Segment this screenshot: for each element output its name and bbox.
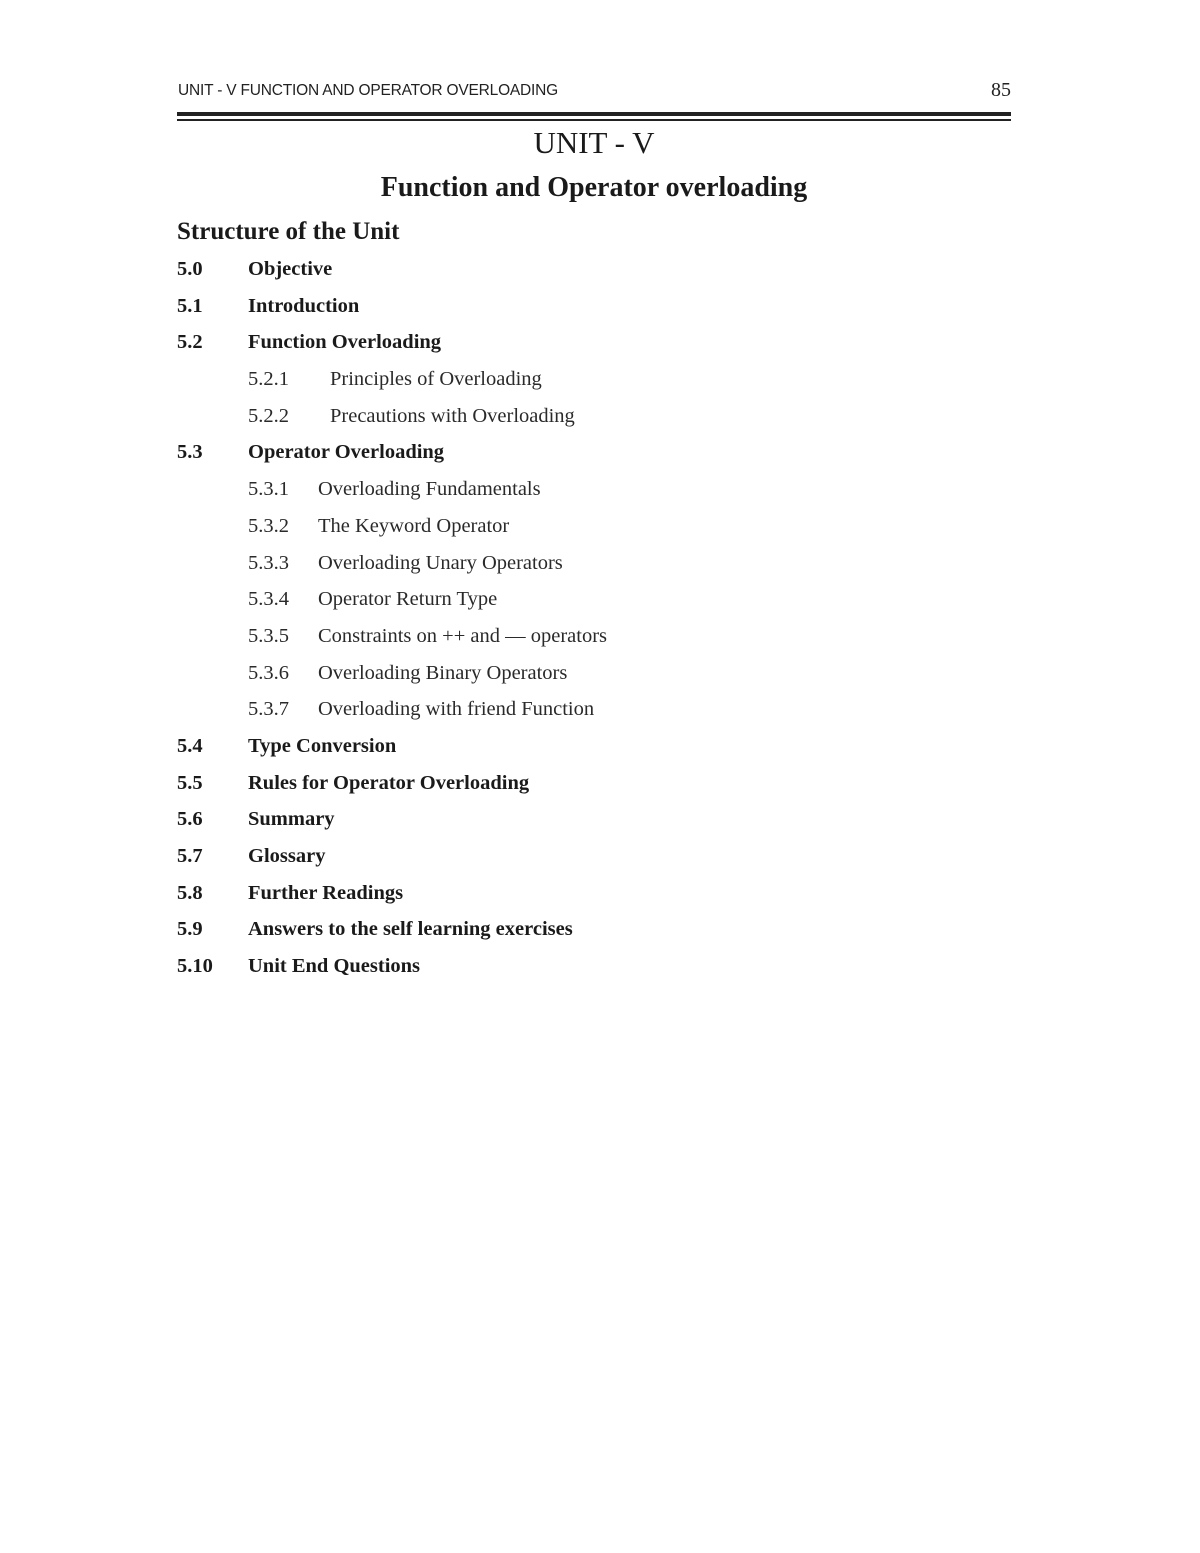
- toc-item-5-3-7: [177, 696, 1011, 733]
- toc-label: Further Readings: [248, 881, 404, 904]
- toc-number: 5.3.6: [248, 661, 289, 684]
- toc-item-5-8: [177, 880, 1011, 917]
- toc-number: 5.6: [177, 808, 203, 831]
- toc-label: Overloading Unary Operators: [318, 551, 563, 574]
- toc-number: 5.2: [177, 331, 203, 354]
- toc-item-5-9: [177, 916, 1011, 953]
- toc-label: Answers to the self learning exercises: [248, 918, 573, 941]
- toc-number: 5.3.5: [248, 624, 289, 647]
- toc-label: Type Conversion: [248, 734, 397, 757]
- toc-item-5-10: [177, 953, 1011, 990]
- header-rule-thin: [177, 119, 1011, 121]
- toc-number: 5.8: [177, 881, 203, 904]
- unit-subheading: Function and Operator overloading: [380, 172, 808, 203]
- toc-number: 5.3.3: [248, 551, 289, 574]
- toc-item-5-2-1: [177, 366, 1011, 403]
- toc-label: Constraints on ++ and — operators: [318, 624, 608, 647]
- toc-item-5-2-2: [177, 403, 1011, 440]
- toc-number: 5.4: [177, 734, 203, 757]
- toc-number: 5.10: [177, 955, 213, 978]
- toc-number: 5.3.2: [248, 514, 289, 537]
- toc-label: Summary: [248, 808, 335, 831]
- running-title: UNIT - V FUNCTION AND OPERATOR OVERLOADING: [178, 82, 559, 99]
- toc-item-5-3-6: [177, 660, 1011, 697]
- toc-item-5-2: [177, 329, 1011, 366]
- toc-label: Operator Return Type: [318, 588, 498, 611]
- toc-label: The Keyword Operator: [318, 514, 510, 537]
- table-of-contents: [177, 256, 1011, 990]
- toc-number: 5.3.7: [248, 698, 289, 721]
- toc-label: Rules for Operator Overloading: [248, 771, 530, 794]
- toc-item-5-4: [177, 733, 1011, 770]
- toc-item-5-0: [177, 256, 1011, 293]
- toc-label: Function Overloading: [248, 331, 442, 354]
- toc-label: Principles of Overloading: [330, 368, 542, 391]
- toc-number: 5.7: [177, 845, 203, 867]
- unit-heading: UNIT - V: [533, 125, 655, 160]
- toc-item-5-6: [177, 806, 1011, 843]
- toc-label: Glossary: [248, 845, 326, 867]
- toc-number: 5.9: [177, 918, 203, 941]
- toc-item-5-3: [177, 439, 1011, 476]
- page-body: [177, 0, 1011, 1553]
- toc-label: Introduction: [248, 294, 360, 317]
- toc-item-5-3-2: [177, 513, 1011, 550]
- toc-item-5-3-5: [177, 623, 1011, 660]
- structure-heading: Structure of the Unit: [177, 218, 400, 245]
- toc-item-5-5: [177, 770, 1011, 807]
- toc-number: 5.5: [177, 771, 203, 794]
- toc-label: Operator Overloading: [248, 441, 445, 464]
- toc-item-5-3-1: [177, 476, 1011, 513]
- toc-label: Precautions with Overloading: [330, 404, 575, 427]
- toc-item-5-1: [177, 293, 1011, 330]
- toc-number: 5.0: [177, 258, 203, 280]
- toc-label: Overloading Binary Operators: [318, 661, 568, 684]
- toc-item-5-3-4: [177, 586, 1011, 623]
- toc-label: Overloading with friend Function: [318, 698, 595, 721]
- toc-item-5-7: [177, 843, 1011, 880]
- toc-number: 5.3.4: [248, 588, 289, 611]
- toc-label: Unit End Questions: [248, 955, 421, 978]
- toc-item-5-3-3: [177, 550, 1011, 587]
- toc-number: 5.3: [177, 441, 203, 464]
- toc-number: 5.2.2: [248, 404, 289, 427]
- toc-number: 5.2.1: [248, 368, 289, 391]
- toc-label: Objective: [248, 258, 333, 280]
- toc-number: 5.3.1: [248, 478, 289, 501]
- header-rule-thick: [177, 112, 1011, 116]
- page-number: 85: [991, 79, 1011, 101]
- toc-number: 5.1: [177, 294, 203, 317]
- toc-label: Overloading Fundamentals: [318, 478, 541, 501]
